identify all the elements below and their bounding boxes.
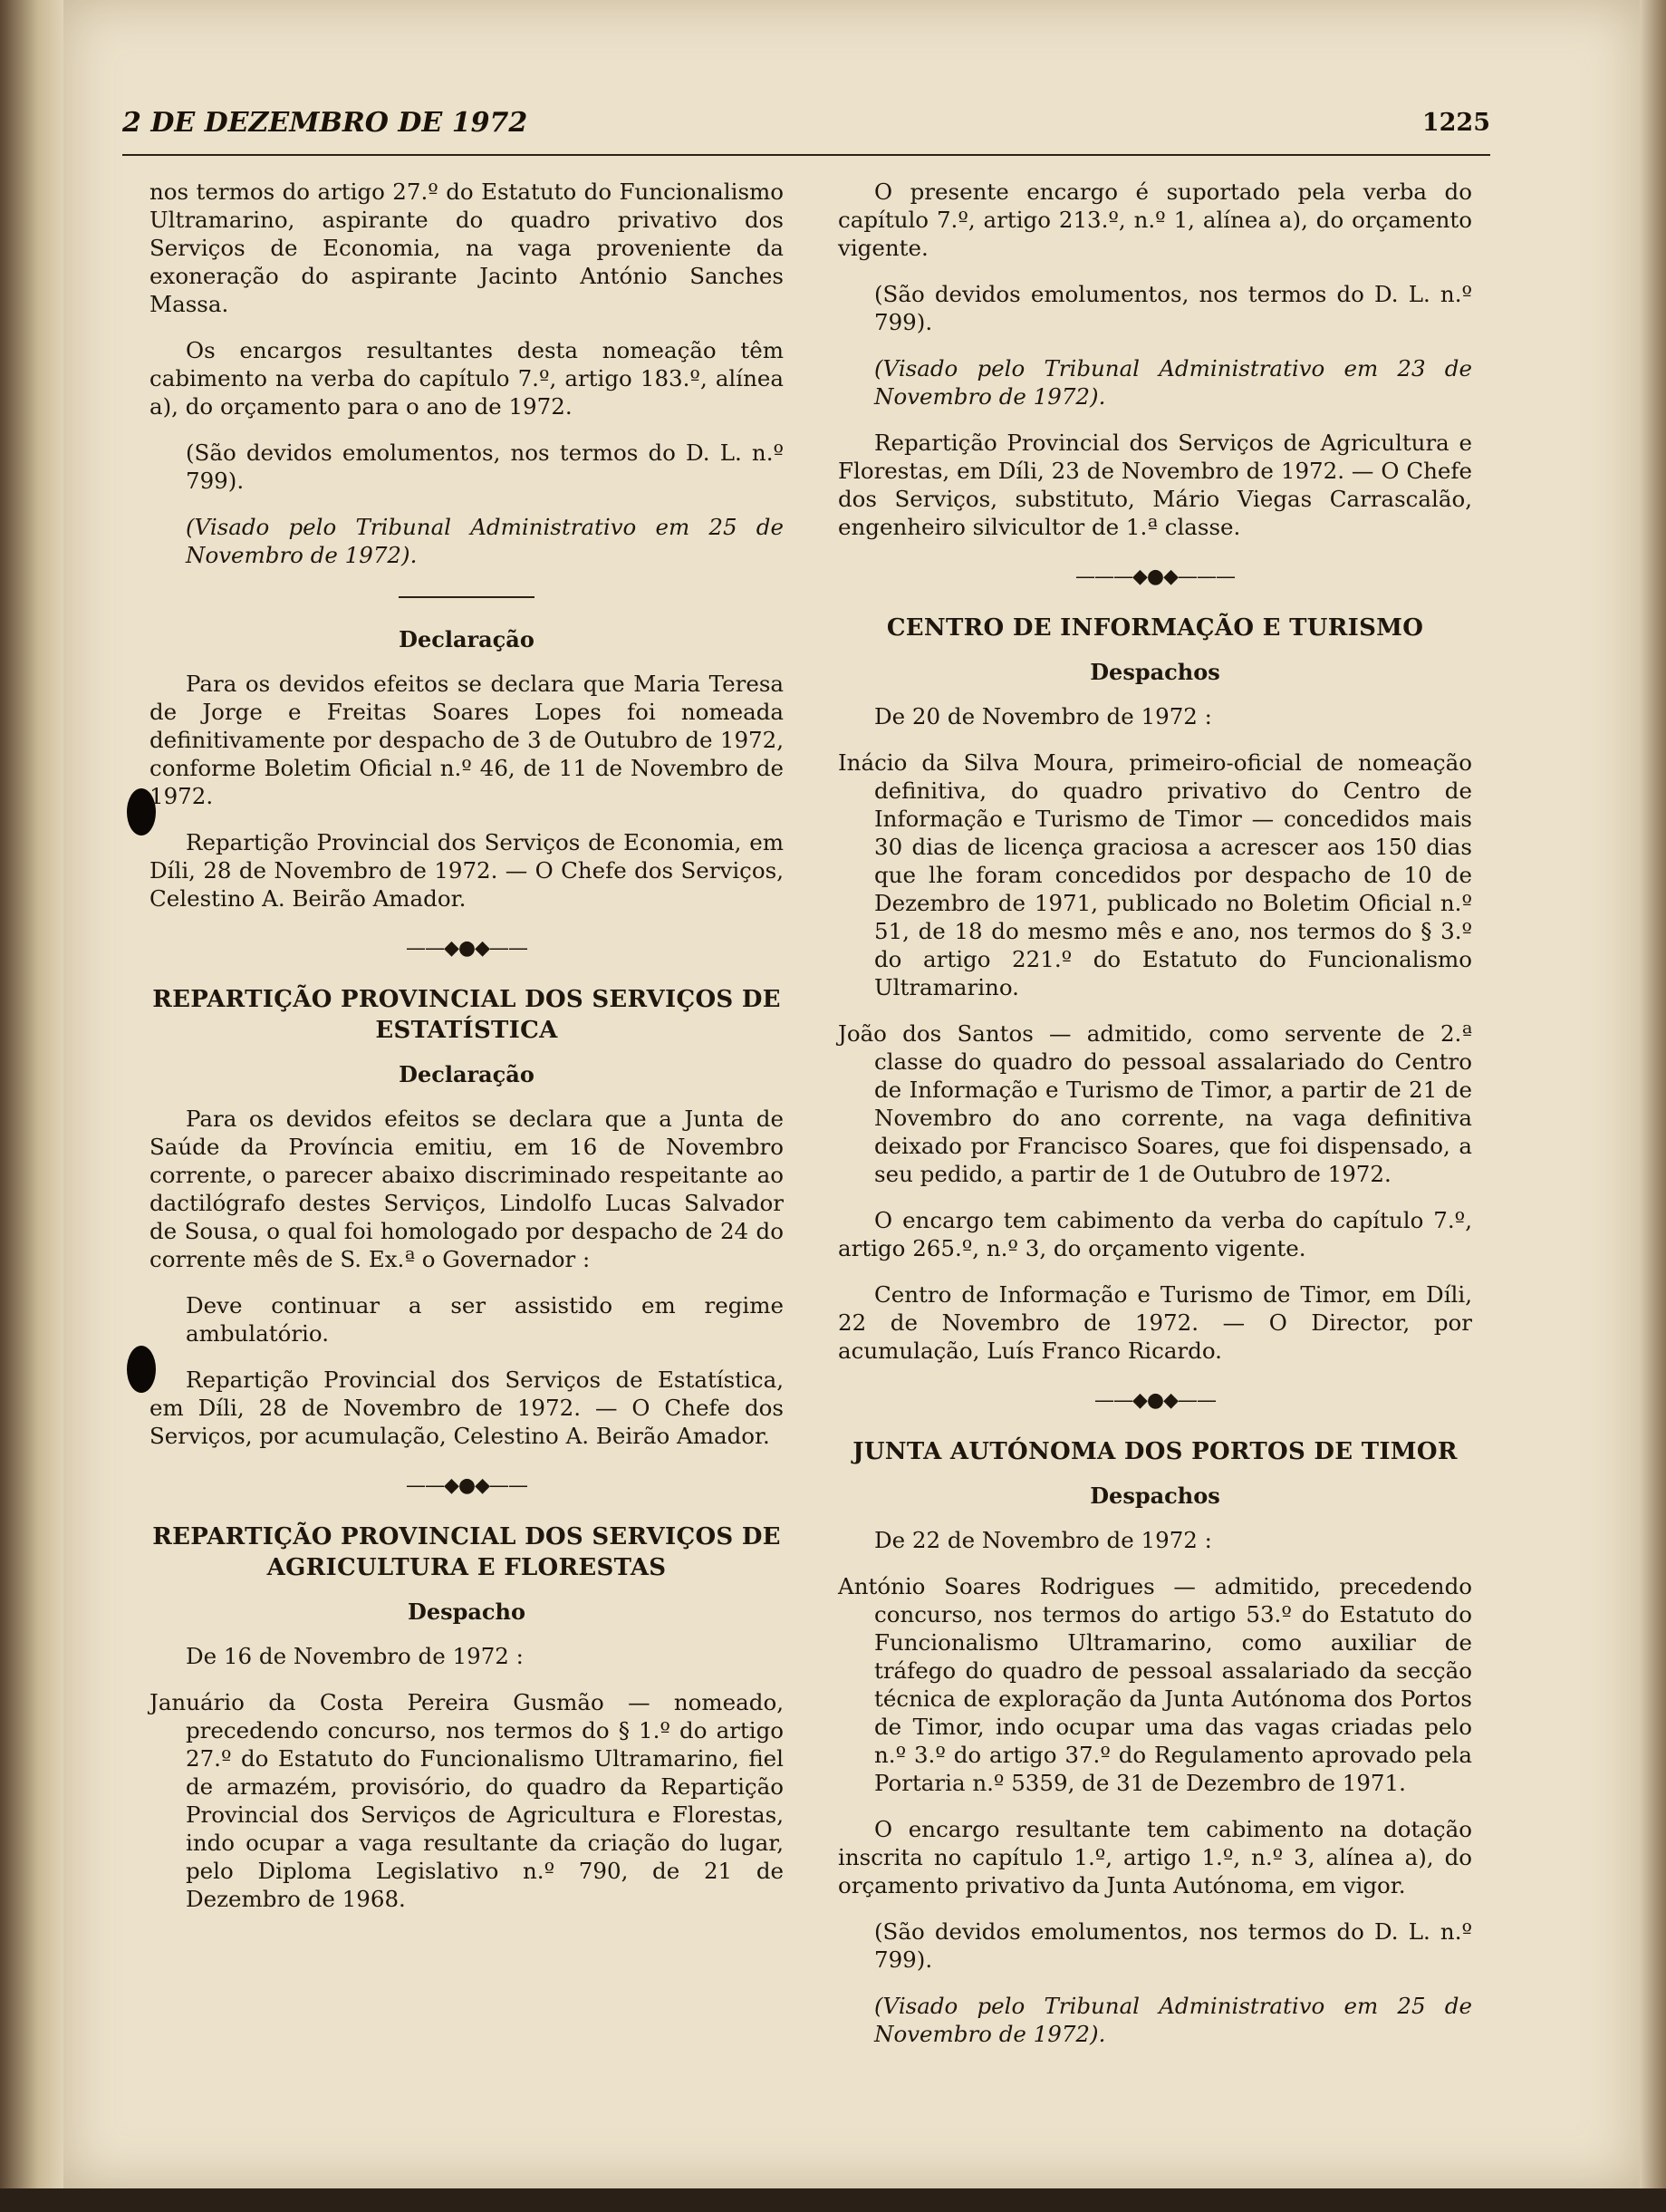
header-rule [122, 154, 1490, 156]
signature-paragraph: Repartição Provincial dos Serviços de Estatística, em Díli, 28 de Novembro de 1972. — O Chefe dos Serviços, por acumulação, Celestino A. Beirão Amador. [149, 1367, 784, 1449]
emolumentos-note: (São devidos emolumentos, nos termos do D. L. n.º 799). [874, 281, 1472, 335]
signature-paragraph: Centro de Informação e Turismo de Timor, em Díli, 22 de Novembro de 1972. — O Director, por acumulação, Luís Franco Ricardo. [838, 1281, 1472, 1364]
signature-paragraph: Repartição Provincial dos Serviços de Economia, em Díli, 28 de Novembro de 1972. — O Chefe dos Serviços, Celestino A. Beirão Amador. [149, 829, 784, 912]
visado-note: (Visado pelo Tribunal Administrativo em 25 de Novembro de 1972). [186, 514, 784, 568]
section-heading-agricultura: REPARTIÇÃO PROVINCIAL DOS SERVIÇOS DE AGRICULTURA E FLORESTAS [152, 1523, 781, 1581]
despacho-title: Despacho [408, 1599, 525, 1625]
paragraph: O presente encargo é suportado pela verba do capítulo 7.º, artigo 213.º, n.º 1, alínea a), do orçamento vigente. [838, 179, 1472, 261]
section-heading-portos: JUNTA AUTÓNOMA DOS PORTOS DE TIMOR [852, 1438, 1458, 1465]
paragraph: Para os devidos efeitos se declara que Maria Teresa de Jorge e Freitas Soares Lopes foi nomeada definitivamente por despacho de 3 de Outubro de 1972, conforme Boletim Oficial n.º 46, de 11 de Novembro de 1972. [149, 671, 784, 809]
page-header [122, 107, 1490, 152]
emolumentos-note: (São devidos emolumentos, nos termos do D. L. n.º 799). [874, 1918, 1472, 1973]
ornament-divider: ———◆●◆——— [1074, 565, 1236, 588]
despachos-title: Despachos [1090, 659, 1220, 685]
despacho-date: De 22 de Novembro de 1972 : [874, 1527, 1212, 1553]
right-column [838, 178, 1472, 2066]
ornament-divider: ——◆●◆—— [405, 1474, 528, 1497]
declaracao-title: Declaração [399, 1061, 534, 1087]
ornament-divider: ——◆●◆—— [1093, 1389, 1217, 1412]
left-column [149, 178, 784, 1931]
paragraph: Os encargos resultantes desta nomeação têm cabimento na verba do capítulo 7.º, artigo 183.º, alínea a), do orçamento para o ano de 1972. [149, 337, 784, 420]
paragraph: João dos Santos — admitido, como servente de 2.ª classe do quadro do pessoal assalariado do Centro de Informação e Turismo de Timor, a partir de 21 de Novembro do ano corrente, na vaga definitiva deixado por Francisco Soares, que foi dispensado, a seu pedido, a partir de 1 de Outubro de 1972. [838, 1020, 1472, 1187]
section-heading-turismo: CENTRO DE INFORMAÇÃO E TURISMO [886, 614, 1424, 642]
header-date: 2 DE DEZEMBRO DE 1972 [122, 107, 528, 139]
page-right-edge [1640, 0, 1666, 2212]
page-bottom-edge [0, 2188, 1666, 2212]
visado-note: (Visado pelo Tribunal Administrativo em 25 de Novembro de 1972). [874, 1993, 1472, 2047]
paragraph: Deve continuar a ser assistido em regime ambulatório. [186, 1292, 784, 1347]
paragraph: Para os devidos efeitos se declara que a Junta de Saúde da Província emitiu, em 16 de Novembro corrente, o parecer abaixo discriminado respeitante ao dactilógrafo destes Serviços, Lindolfo Lucas Salvador de Sousa, o qual foi homologado por despacho de 24 do corrente mês de S. Ex.ª o Governador : [149, 1106, 784, 1272]
paragraph: Inácio da Silva Moura, primeiro-oficial de nomeação definitiva, do quadro privativo do Centro de Informação e Turismo de Timor — concedidos mais 30 dias de licença graciosa a acrescer aos 150 dias que lhe foram concedidos por despacho de 10 de Dezembro de 1971, publicado no Boletim Oficial n.º 51, de 18 do mesmo mês e ano, nos termos do § 3.º do artigo 221.º do Estatuto do Funcionalismo Ultramarino. [838, 749, 1472, 1000]
despachos-title: Despachos [1090, 1483, 1220, 1509]
paragraph: António Soares Rodrigues — admitido, precedendo concurso, nos termos do artigo 53.º do Estatuto do Funcionalismo Ultramarino, como auxiliar de tráfego do quadro de pessoal assalariado da secção técnica de exploração da Junta Autónoma dos Portos de Timor, indo ocupar uma das vagas criadas pelo n.º 3.º do artigo 37.º do Regulamento aprovado pela Portaria n.º 5359, de 31 de Dezembro de 1971. [838, 1573, 1472, 1796]
page-number: 1225 [1421, 109, 1490, 137]
paragraph: nos termos do artigo 27.º do Estatuto do Funcionalismo Ultramarino, aspirante do quadro privativo dos Serviços de Economia, na vaga proveniente da exoneração do aspirante Jacinto António Sanches Massa. [149, 179, 784, 317]
signature-paragraph: Repartição Provincial dos Serviços de Agricultura e Florestas, em Díli, 23 de Novembro de 1972. — O Chefe dos Serviços, substituto, Mário Viegas Carrascalão, engenheiro silvicultor de 1.ª classe. [838, 430, 1472, 540]
ornament-divider: ——◆●◆—— [405, 937, 528, 960]
despacho-date: De 20 de Novembro de 1972 : [874, 703, 1212, 729]
section-heading-estatistica: REPARTIÇÃO PROVINCIAL DOS SERVIÇOS DE ESTATÍSTICA [152, 986, 781, 1044]
despacho-date: De 16 de Novembro de 1972 : [186, 1643, 524, 1669]
paragraph: O encargo resultante tem cabimento na dotação inscrita no capítulo 1.º, artigo 1.º, n.º 3, alínea a), do orçamento privativo da Junta Autónoma, em vigor. [838, 1816, 1472, 1898]
visado-note: (Visado pelo Tribunal Administrativo em 23 de Novembro de 1972). [874, 355, 1472, 410]
section-divider [399, 596, 534, 598]
emolumentos-note: (São devidos emolumentos, nos termos do D. L. n.º 799). [186, 440, 784, 494]
page-left-edge [0, 0, 63, 2212]
declaracao-title: Declaração [399, 626, 534, 652]
paragraph: Januário da Costa Pereira Gusmão — nomeado, precedendo concurso, nos termos do § 1.º do artigo 27.º do Estatuto do Funcionalismo Ultramarino, fiel de armazém, provisório, do quadro da Repartição Provincial dos Serviços de Agricultura e Florestas, indo ocupar a vaga resultante da criação do lugar, pelo Diploma Legislativo n.º 790, de 21 de Dezembro de 1968. [149, 1689, 784, 1912]
paragraph: O encargo tem cabimento da verba do capítulo 7.º, artigo 265.º, n.º 3, do orçamento vigente. [838, 1207, 1472, 1261]
